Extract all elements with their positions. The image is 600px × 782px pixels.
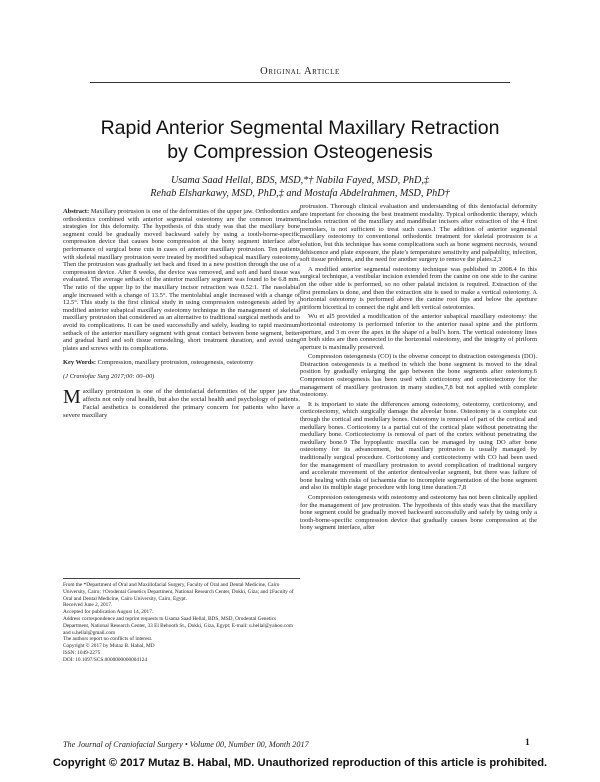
citation: (J Craniofac Surg 2017;00: 00–00) — [63, 372, 155, 380]
keywords-label: Key Words: — [63, 359, 96, 367]
keywords-text: Compression, maxillary protrusion, osteogenesis, osteotomy — [97, 359, 254, 367]
authors-line-1: Usama Saad Hellal, BDS, MSD,*† Nabila Fayed, MSD, PhD,‡ — [170, 175, 430, 186]
intro-paragraph — [63, 388, 300, 419]
article-title — [40, 116, 560, 164]
right-column — [300, 203, 537, 534]
footnotes — [63, 578, 300, 664]
title-line-1: Rapid Anterior Segmental Maxillary Retraction — [100, 117, 500, 139]
footnote-affiliations: From the *Department of Oral and Maxillofacial Surgery, Faculty of Oral and Dental Medicine, Cairo University, Cairo; †Orodental Genetics Department, National Research Center, Dokki, Giza; and ‡Faculty of Oral and Dental Medicine, Cairo University, Cairo, Egypt. — [63, 582, 294, 602]
abstract-label: Abstract: — [63, 208, 90, 215]
section-label: Original Article — [260, 66, 340, 77]
left-column — [63, 208, 300, 420]
page-number: 1 — [525, 738, 530, 748]
intro-text: axillary protrusion is one of the dentofacial deformities of the upper jaw that affects not only oral health, but also the social health and psychology of patients. Facial aesthetics is considered the primary concern for patients who have a severe maxillary — [63, 388, 300, 419]
author-list — [40, 174, 560, 200]
authors-line-2: Rehab Elsharkawy, MSD, PhD,‡ and Mostafa Abdelrahmen, MSD, PhD† — [150, 188, 450, 199]
paragraph: A modified anterior segmental osteotomy technique was published in 2008.4 In this surgical technique, a vestibular incision extended from the canine on one side to the canine on the other side is performed, so no other palatal incision is required. Extraction of the first premolars is done, and then the extraction site is used to make a vertical osteotomy. A horizontal osteotomy is performed above the canine root tips and below the aperture piriform bicortical to connect the right and left vertical osteotomies. — [300, 265, 537, 311]
drop-cap: M — [63, 386, 81, 409]
abstract-text: Maxillary protrusion is one of the deformities of the upper jaw. Orthodontics and orthodontics combined with anterior segmental osteotomy are the common treatment strategies for this deformity. The hypothesis of this study was that the maxillary bone segment could be gradually moved backward safely by using a tooth-borne-specific compression device that causes bone compression at the bony segment interface after performance of surgical bone cuts in cases of anterior maxillary protrusion. Ten patients with skeletal maxillary protrusion were treated by modified subapical maxillary osteotomy. Then the protrusion was gradually set back and fixed in a new position through the use of a compression device. After 8 weeks, the device was removed, and soft and hard tissue was evaluated. The average setback of the anterior maxillary segment was found to be 6.8 mm. The ratio of the upper lip to the maxillary incisor retraction was 0.52:1. The nasolabial angle increased with a change of 13.5°. The mentolabial angle increased with a change of 12.5°. This study is the first clinical study in using compression osteogenesis aided by a modified anterior subapical maxillary osteotomy technique in the management of skeletal maxillary protrusion that considered as an alternative to traditional surgical methods and to avoid its complications. It can be used successfully and safely, leading to rapid maximum setback of the anterior maxillary segment with great contact between bone segment, better and gradual hard and soft tissue remodeling, short treatment duration, and avoid using plates and screws with its complications. — [63, 208, 301, 352]
abstract — [63, 208, 300, 352]
footnote-received: Received June 2, 2017. — [63, 602, 113, 609]
footnote-issn: ISSN: 1049-2275 — [63, 649, 101, 656]
paragraph: protrusion. Thorough clinical evaluation and understanding of this dentofacial deformity are important for choosing the best treatment modality. Typical orthodontic therapy, which includes retraction of the maxillary and mandibular incisors after extraction of the 4 first premolars, is not sufficient to treat such cases.1 The addition of anterior segmental maxillary osteotomy to conventional orthodontic treatment for skeletal protrusion is a solution, but this technique has some complications such as bone segment necrosis, wound dehiscence and plate exposure, the plate’s temperature sensitivity and palpability, infection, soft tissue problems, and the need for another surgery to remove the plates.2,3 — [300, 203, 537, 264]
paragraph: Compression osteogenesis with osteotomy and osteotomy has not been clinically applied for the management of jaw protrusion. The hypothesis of this study was that the maxillary bone segment could be gradually moved backward successfully and safely by using only a tooth-borne-specific compression device that gradually causes bone compression at the bony segment interface, after — [300, 493, 537, 532]
keywords — [63, 359, 300, 367]
footnote-copyright: Copyright © 2017 by Mutaz B. Habal, MD — [63, 643, 155, 650]
title-line-2: by Compression Osteogenesis — [167, 141, 433, 163]
footnote-doi: DOI: 10.1097/SCS.0000000000004124 — [63, 656, 148, 663]
footnote-accepted: Accepted for publication August 14, 2017. — [63, 609, 154, 616]
footnote-correspondence: Address correspondence and reprint requests to Usama Saad Hellal, BDS, MSD, Orodental Genetics Department, National Research Center, 33 El Behooth St., Dokki, Giza, Egypt; E-mail: u.hellal@yahoo.com and u.hellal@gmail.com — [63, 615, 294, 636]
paragraph: Wu et al5 provided a modification of the anterior subapical maxillary osteotomy: the horizontal osteotomy is performed inferior to the anterior nasal spine and the piriform aperture, and 3 m over the apex in the shape of a bull’s horn. The vertical osteotomy lines on both sides are then connected to the horizontal osteotomy, and the integrity of piriform aperture is maximally preserved. — [300, 313, 537, 351]
header-rule — [90, 82, 510, 83]
paragraph: It is important to state the differences among osteotomy, osteotomy, corticotomy, and corticotectomy, which surgically damage the alveolar bone. Osteotomy is a complete cut through the cortical and medullary bones. Osteotomy is removal of part of the cortical and medullary bones. Corticotomy is a partial cut of the cortical plate without penetrating the medullary bone. Corticotectomy is removal of part of the cortex without penetrating the medullary bone.9 The hypoplastic maxilla can be managed by using DO after bone osteotomy for its advancement, but maxillary protrusion is usually managed by traditionally surgical procedure. Corticotomy and corticotectomy with CO had been used for the management of maxillary protrusion to avoid complication of traditional surgery and accelerate movement of the anterior dentoalveolar segment, but there was failure of bone healing with risks of ischaemia due to incomplete segmentation of the bone segment and also its multiple stage procedure with long time duration.7,8 — [300, 400, 537, 492]
footnote-conflicts: The authors report no conflicts of interest. — [63, 636, 153, 643]
journal-footer: The Journal of Craniofacial Surgery • Volume 00, Number 00, Month 2017 — [63, 740, 309, 749]
paragraph: Compression osteogenesis (CO) is the obverse concept to distraction osteogenesis (DO). Distraction osteogenesis is a method in which the bone segment is moved to the ideal position by gradually enlarging the gap between the bone segments after osteotomy.6 Compression osteogenesis has been used with corticotomy and corticotectomy for the management of maxillary protrusion in many studies,7,8 but not applied with complete osteotomy. — [300, 353, 537, 399]
copyright-banner: Copyright © 2017 Mutaz B. Habal, MD. Unauthorized reproduction of this article is prohibited. — [52, 757, 548, 769]
